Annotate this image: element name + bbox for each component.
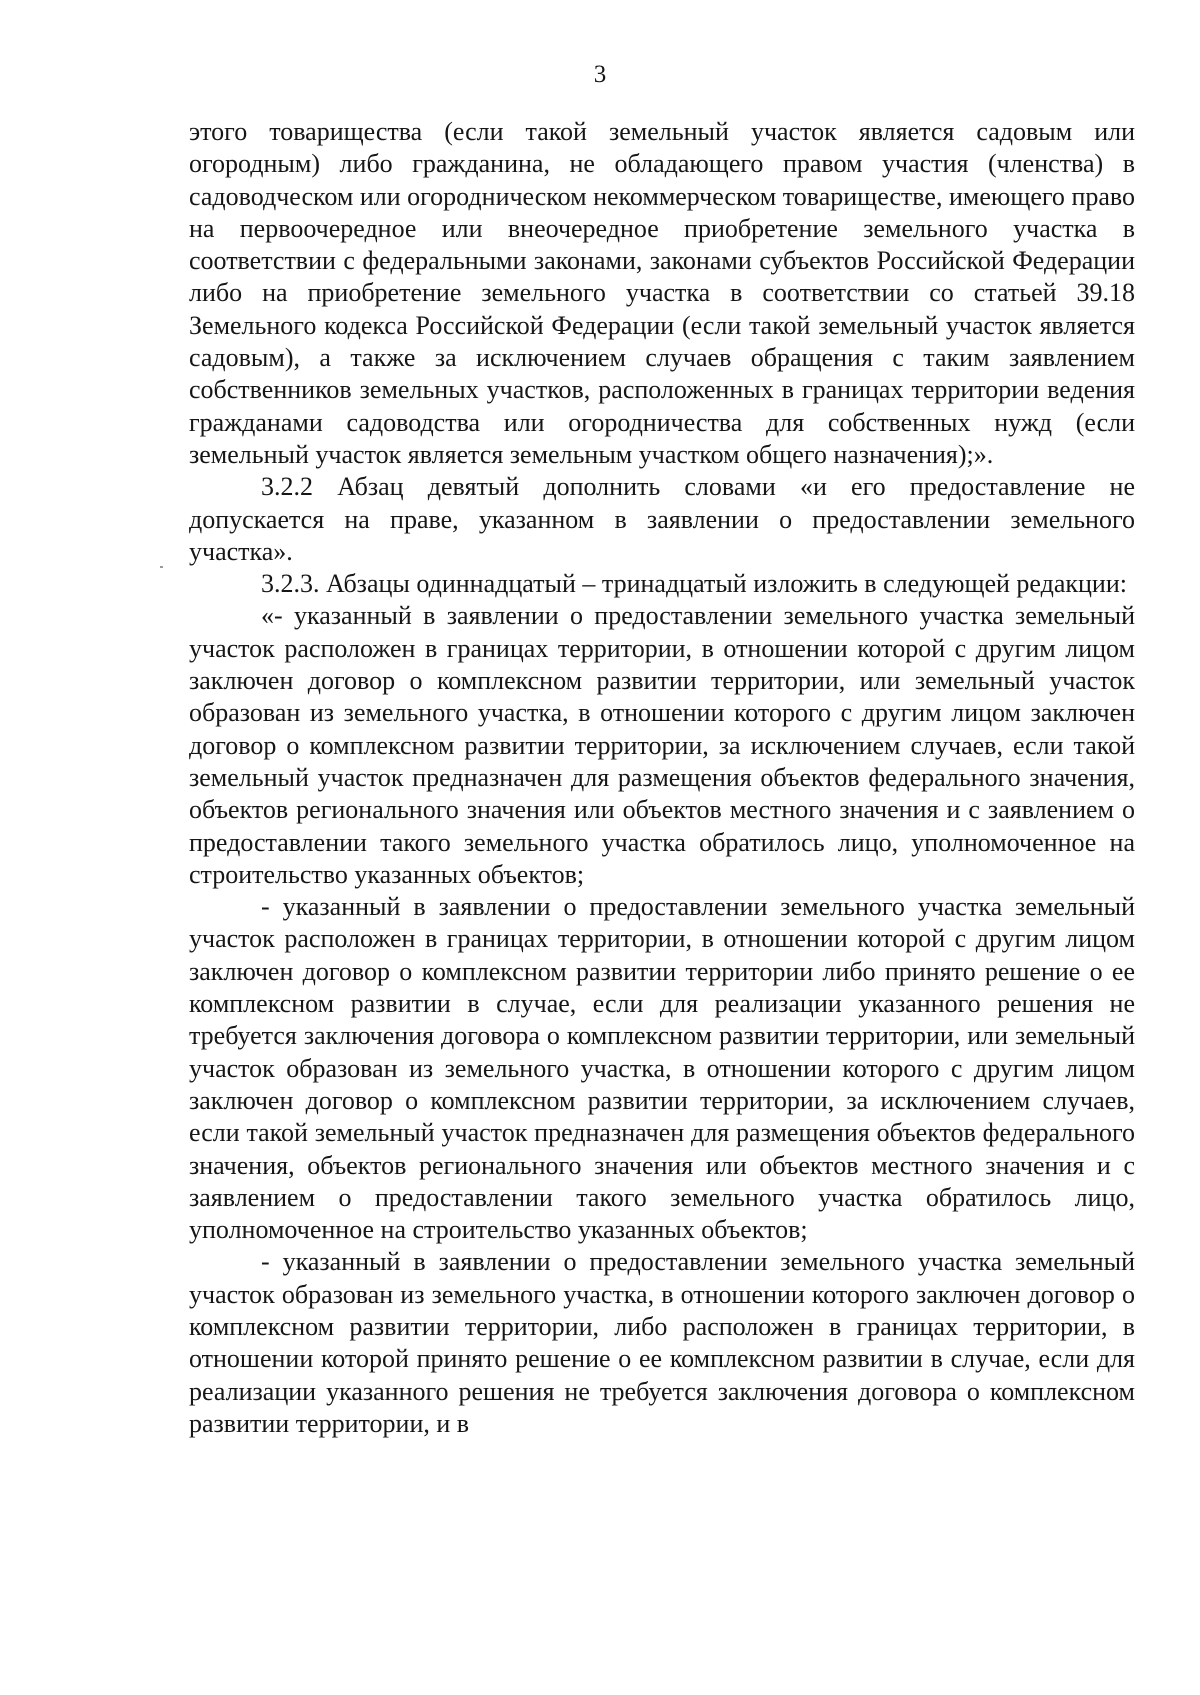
paragraph-3-2-3: 3.2.3. Абзацы одиннадцатый – тринадцатый изложить в следующей редакции: bbox=[261, 569, 1127, 599]
paragraph-3-2-2: 3.2.2 Абзац девятый дополнить словами «и его предоставление не допускается на праве, указанном в заявлении о предоставлении земельного участка». bbox=[189, 472, 1135, 566]
document-body bbox=[189, 116, 1135, 1440]
paragraph-clause-3: - указанный в заявлении о предоставлении земельного участка земельный участок образован из земельного участка, в отношении которого заключен договор о комплексном развитии территории, либо расположен в границах территории, в отношении которой принято решение о ее комплексном развитии в случае, если для реализации указанного решения не требуется заключения договора о комплексном развитии территории, и в bbox=[189, 1247, 1135, 1438]
page-number: 3 bbox=[593, 61, 607, 88]
paragraph-clause-2: - указанный в заявлении о предоставлении земельного участка земельный участок расположен в границах территории, в отношении которой с другим лицом заключен договор о комплексном развитии территории либо принято решение о ее комплексном развитии в случае, если для реализации указанного решения не требуется заключения договора о комплексном развитии территории, или земельный участок образован из земельного участка, в отношении которого с другим лицом заключен договор о комплексном развитии территории, за исключением случаев, если такой земельный участок предназначен для размещения объектов федерального значения, объектов регионального значения или объектов местного значения и с заявлением о предоставлении такого земельного участка обратилось лицо, уполномоченное на строительство указанных объектов; bbox=[189, 892, 1135, 1245]
paragraph-continuation: этого товарищества (если такой земельный участок является садовым или огородным) либо гражданина, не обладающего правом участия (членства) в садоводческом или огородническом некоммерческом товариществе, имеющего право на первоочередное или внеочередное приобретение земельного участка в соответствии с федеральными законами, законами субъектов Российской Федерации либо на приобретение земельного участка в соответствии со статьей 39.18 Земельного кодекса Российской Федерации (если такой земельный участок является садовым), а также за исключением случаев обращения с таким заявлением собственников земельных участков, расположенных в границах территории ведения гражданами садоводства или огородничества для собственных нужд (если земельный участок является земельным участком общего назначения);». bbox=[189, 117, 1135, 469]
margin-mark bbox=[160, 566, 163, 568]
paragraph-clause-1: «- указанный в заявлении о предоставлении земельного участка земельный участок расположен в границах территории, в отношении которой с другим лицом заключен договор о комплексном развитии территории, или земельный участок образован из земельного участка, в отношении которого с другим лицом заключен договор о комплексном развитии территории, за исключением случаев, если такой земельный участок предназначен для размещения объектов федерального значения, объектов регионального значения или объектов местного значения и с заявлением о предоставлении такого земельного участка обратилось лицо, уполномоченное на строительство указанных объектов; bbox=[189, 601, 1135, 889]
